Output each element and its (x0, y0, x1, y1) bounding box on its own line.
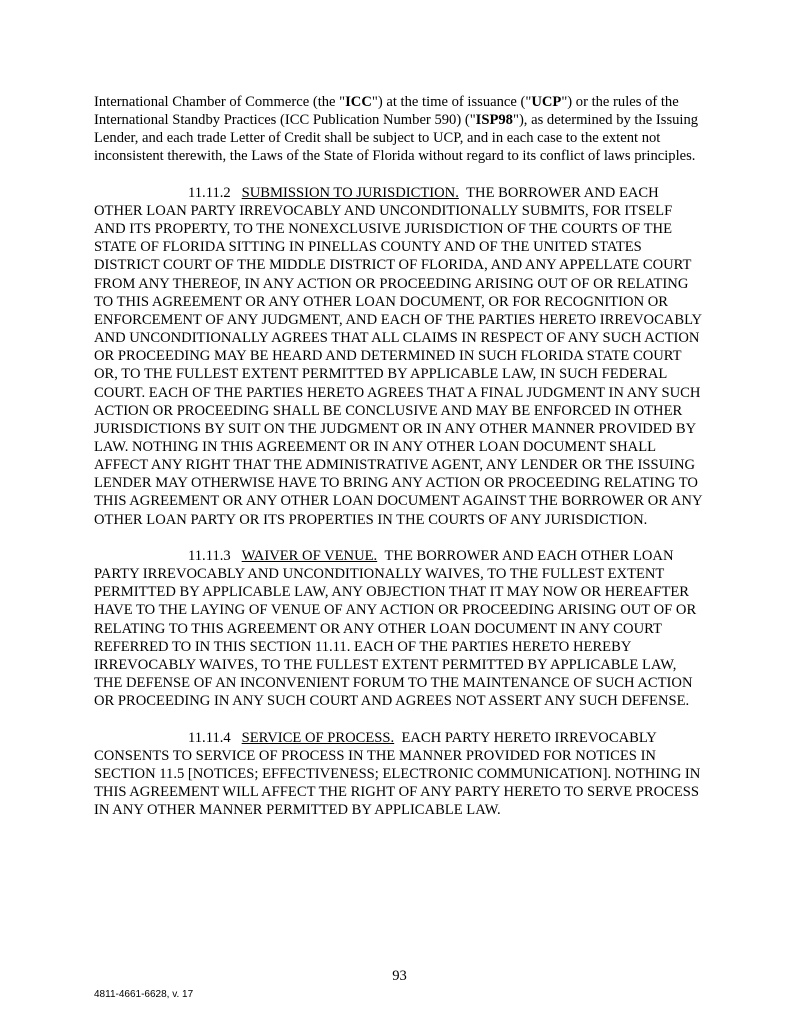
section-heading: WAIVER OF VENUE. (241, 547, 378, 564)
section-number: 11.11.3 (188, 547, 231, 564)
document-id: 4811-4661-6628, v. 17 (94, 989, 194, 1000)
section-heading: SUBMISSION TO JURISDICTION. (241, 184, 459, 201)
section-heading: SERVICE OF PROCESS. (241, 729, 395, 746)
paragraph-spacer (94, 529, 706, 547)
icc-term: ICC (345, 94, 372, 110)
page-number: 93 (392, 968, 407, 984)
document-page (94, 93, 706, 819)
intro-paragraph (94, 93, 706, 166)
section-number: 11.11.4 (188, 729, 231, 746)
isp98-term: ISP98 (475, 112, 513, 129)
paragraph-spacer (94, 710, 706, 728)
ucp-term: UCP (531, 94, 562, 110)
section-body: EACH PARTY HERETO IRREVOCABLY CONSENTS TO SERVICE OF PROCESS IN THE MANNER PROVIDED FOR NOTICES IN SECTION 11.5 [NOTICES; EFFECTIVENESS; ELECTRONIC COMMUNICATION]. NOTHING IN THIS AGREEMENT WILL AFFECT THE RIGHT OF ANY PARTY HERETO TO SERVE PROCESS IN ANY OTHER MANNER PERMITTED BY APPLICABLE LAW. (94, 729, 701, 819)
section-body: THE BORROWER AND EACH OTHER LOAN PARTY IRREVOCABLY AND UNCONDITIONALLY WAIVES, TO THE FULLEST EXTENT PERMITTED BY APPLICABLE LAW, ANY OBJECTION THAT IT MAY NOW OR HEREAFTER HAVE TO THE LAYING OF VENUE OF ANY ACTION OR PROCEEDING ARISING OUT OF OR RELATING TO THIS AGREEMENT OR ANY OTHER LOAN DOCUMENT IN ANY COURT REFERRED TO IN THIS SECTION 11.11. EACH OF THE PARTIES HERETO HEREBY IRREVOCABLY WAIVES, TO THE FULLEST EXTENT PERMITTED BY APPLICABLE LAW, THE DEFENSE OF AN INCONVENIENT FORUM TO THE MAINTENANCE OF SUCH ACTION OR PROCEEDING IN ANY SUCH COURT AND AGREES NOT ASSERT ANY SUCH DEFENSE. (94, 547, 697, 710)
paragraph-spacer (94, 166, 706, 184)
intro-text-2: ") at the time of issuance (" (371, 94, 532, 110)
section-body: THE BORROWER AND EACH OTHER LOAN PARTY IRREVOCABLY AND UNCONDITIONALLY SUBMITS, FOR ITSELF AND ITS PROPERTY, TO THE NONEXCLUSIVE JURISDICTION OF THE COURTS OF THE STATE OF FLORIDA SITTING IN PINELLAS COUNTY AND OF THE UNITED STATES DISTRICT COURT OF THE MIDDLE DISTRICT OF FLORIDA, AND ANY APPELLATE COURT FROM ANY THEREOF, IN ANY ACTION OR PROCEEDING ARISING OUT OF OR RELATING TO THIS AGREEMENT OR ANY OTHER LOAN DOCUMENT, OR FOR RECOGNITION OR ENFORCEMENT OF ANY JUDGMENT, AND EACH OF THE PARTIES HERETO IRREVOCABLY AND UNCONDITIONALLY AGREES THAT ALL CLAIMS IN RESPECT OF ANY SUCH ACTION OR PROCEEDING MAY BE HEARD AND DETERMINED IN SUCH FLORIDA STATE COURT OR, TO THE FULLEST EXTENT PERMITTED BY APPLICABLE LAW, IN SUCH FEDERAL COURT. EACH OF THE PARTIES HERETO AGREES THAT A FINAL JUDGMENT IN ANY SUCH ACTION OR PROCEEDING SHALL BE CONCLUSIVE AND MAY BE ENFORCED IN OTHER JURISDICTIONS BY SUIT ON THE JUDGMENT OR IN ANY OTHER MANNER PROVIDED BY LAW. NOTHING IN THIS AGREEMENT OR IN ANY OTHER LOAN DOCUMENT SHALL AFFECT ANY RIGHT THAT THE ADMINISTRATIVE AGENT, ANY LENDER OR THE ISSUING LENDER MAY OTHERWISE HAVE TO BRING ANY ACTION OR PROCEEDING RELATING TO THIS AGREEMENT OR ANY OTHER LOAN DOCUMENT AGAINST THE BORROWER OR ANY OTHER LOAN PARTY OR ITS PROPERTIES IN THE COURTS OF ANY JURISDICTION. (94, 184, 702, 528)
intro-text-3: ") or the rules of the International Standby Practices (ICC Publication Number 590) (" (94, 94, 679, 129)
intro-text-4: "), as determined by the Issuing Lender, and each trade Letter of Credit shall be subject to UCP, and in each case to the extent not inconsistent therewith, the Laws of the State of Florida without regard to its conflict of laws principles. (94, 112, 699, 165)
section-11-11-4 (94, 729, 706, 820)
section-11-11-2 (94, 184, 706, 529)
section-number: 11.11.2 (188, 184, 231, 201)
section-11-11-3 (94, 547, 706, 710)
intro-text-1: International Chamber of Commerce (the " (94, 94, 346, 110)
